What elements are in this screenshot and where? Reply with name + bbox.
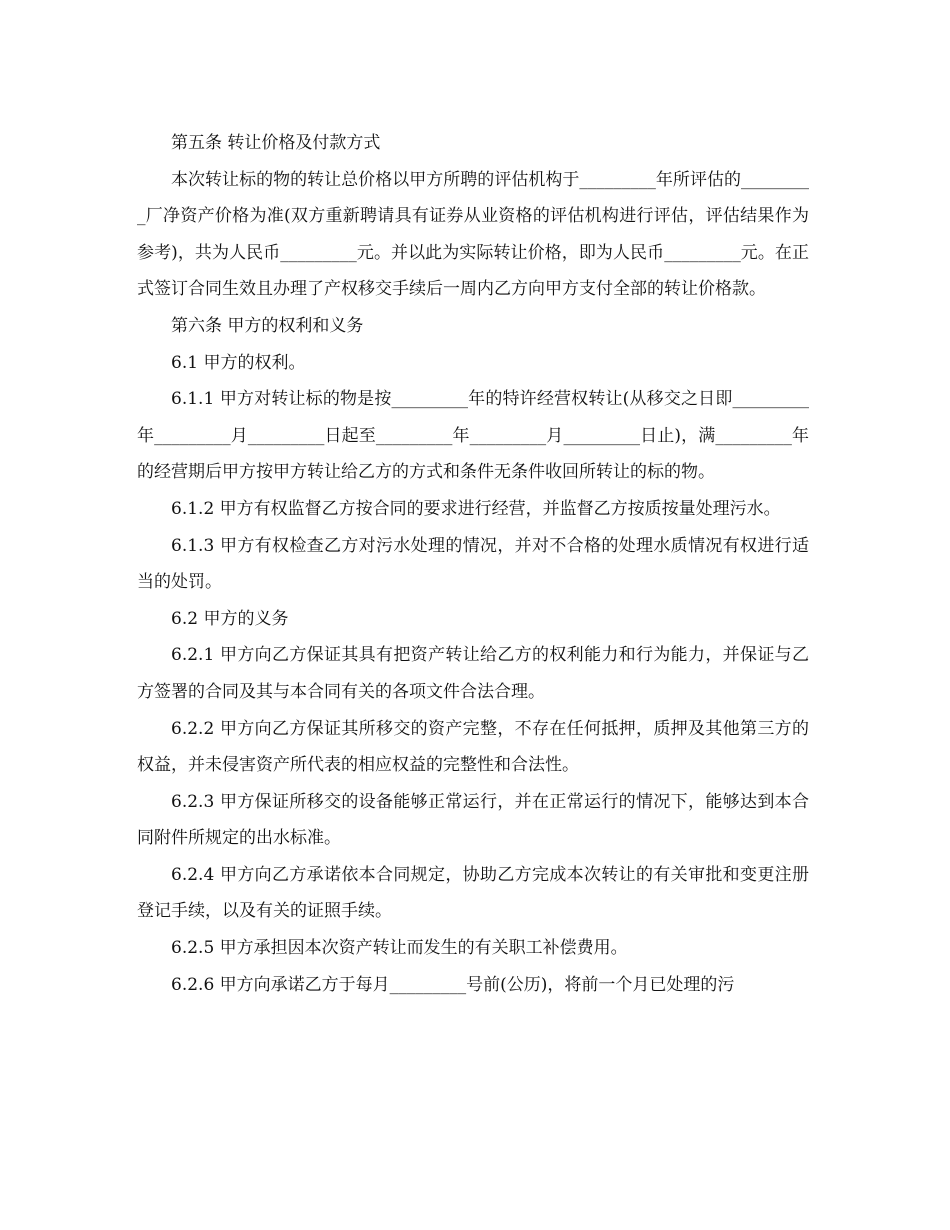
section-heading-article-6: 第六条 甲方的权利和义务 bbox=[171, 315, 364, 336]
subheading-6-2: 6.2 甲方的义务 bbox=[171, 608, 289, 629]
clause-6-1-2: 6.1.2 甲方有权监督乙方按合同的要求进行经营，并监督乙方按质按量处理污水。 bbox=[171, 498, 781, 519]
subheading-6-1: 6.1 甲方的权利。 bbox=[171, 352, 306, 373]
clause-6-2-1: 6.2.1 甲方向乙方保证其具有把资产转让给乙方的权利能力和行为能力，并保证与乙方签署的合同及其与本合同有关的各项文件合法合理。 bbox=[137, 645, 809, 702]
clause-6-2-2: 6.2.2 甲方向乙方保证其所移交的资产完整，不存在任何抵押，质押及其他第三方的权益，并未侵害资产所代表的相应权益的完整性和合法性。 bbox=[137, 718, 809, 776]
document-body bbox=[137, 125, 809, 1003]
clause-6-2-5: 6.2.5 甲方承担因本次资产转让而发生的有关职工补偿费用。 bbox=[171, 938, 628, 959]
clause-6-1-1: 6.1.1 甲方对转让标的物是按_________年的特许经营权转让(从移交之日即_________年_________月_________日起至_________年_________月_________日止)，满_________年的经营期后甲方按甲方转让给乙方的方式和条件无条件收回所转让的标的物。 bbox=[137, 389, 809, 483]
clause-6-1-3: 6.1.3 甲方有权检查乙方对污水处理的情况，并对不合格的处理水质情况有权进行适当的处罚。 bbox=[137, 535, 809, 593]
section-heading-article-5: 第五条 转让价格及付款方式 bbox=[171, 133, 381, 153]
paragraph-transfer-price: 本次转让标的物的转让总价格以甲方所聘的评估机构于_________年所评估的_________厂净资产价格为准(双方重新聘请具有证券从业资格的评估机构进行评估，评估结果作为参考)，共为人民币_________元。并以此为实际转让价格，即为人民币_________元。在正式签订合同生效且办理了产权移交手续后一周内乙方向甲方支付全部的转让价格款。 bbox=[137, 169, 809, 300]
clause-6-2-4: 6.2.4 甲方向乙方承诺依本合同规定，协助乙方完成本次转让的有关审批和变更注册登记手续，以及有关的证照手续。 bbox=[137, 864, 809, 922]
clause-6-2-3: 6.2.3 甲方保证所移交的设备能够正常运行，并在正常运行的情况下，能够达到本合同附件所规定的出水标准。 bbox=[137, 791, 809, 849]
clause-6-2-6: 6.2.6 甲方向承诺乙方于每月_________号前(公历)，将前一个月已处理的污 bbox=[171, 974, 735, 995]
